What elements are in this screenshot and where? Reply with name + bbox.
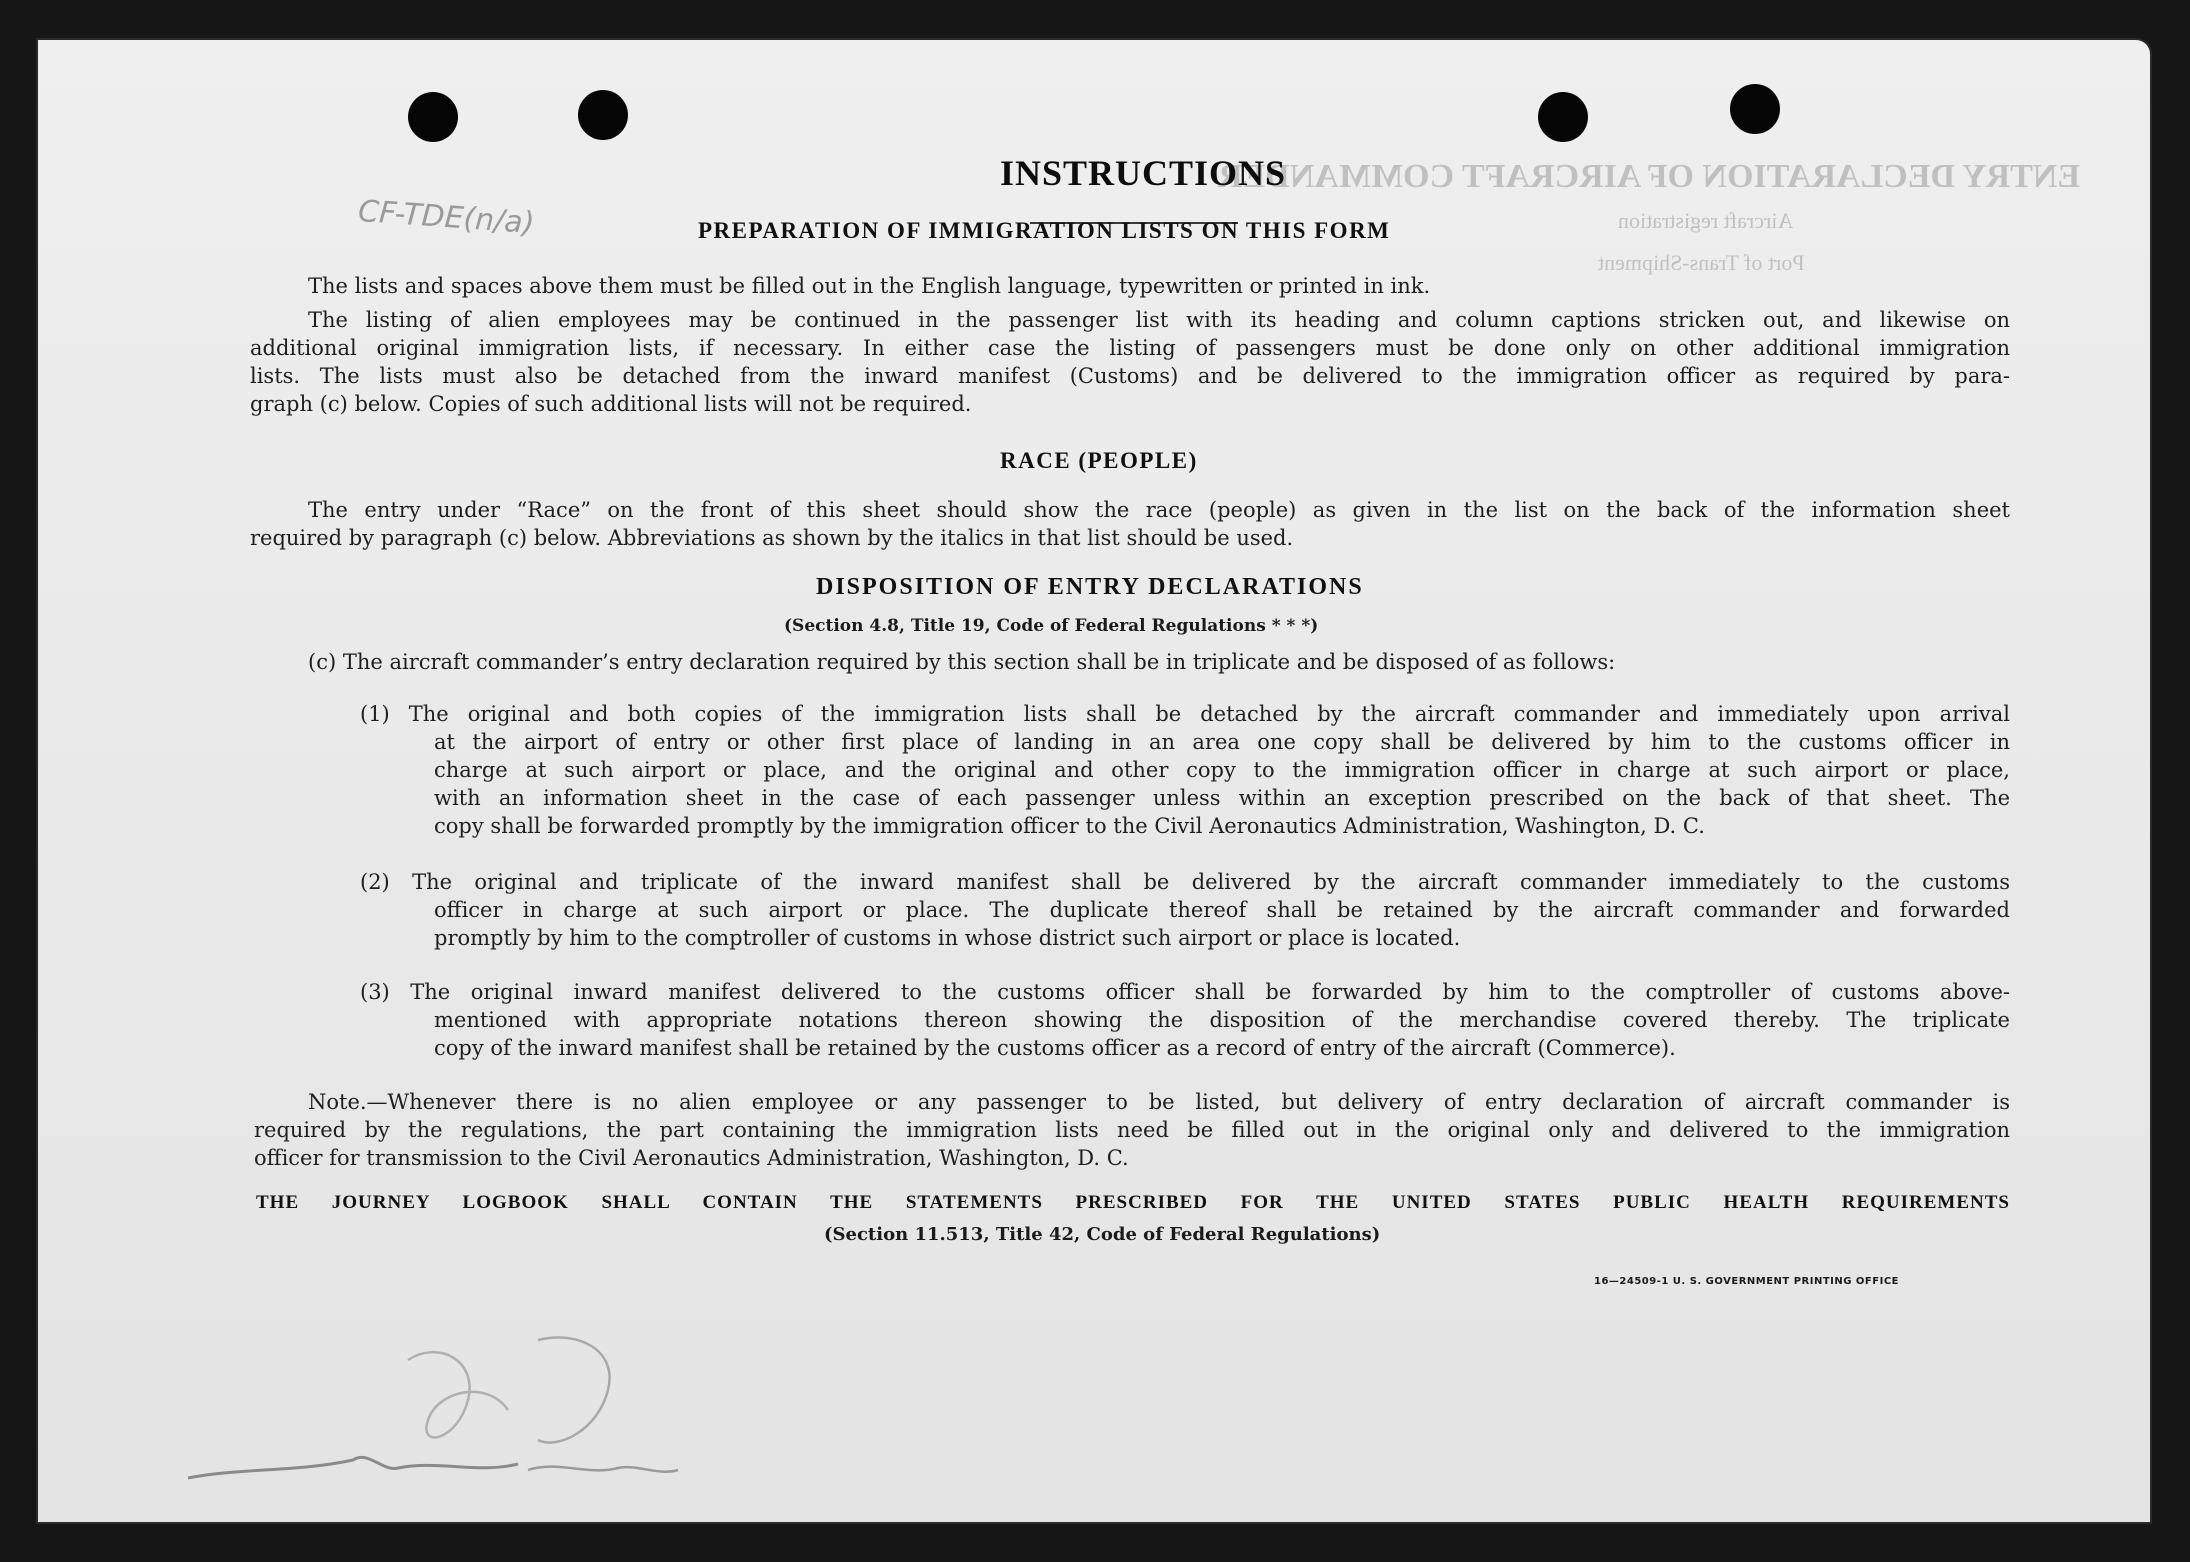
section-heading-race: RACE (PEOPLE): [1000, 448, 1198, 473]
signature-scribble: [178, 1300, 698, 1500]
pencil-annotation: CF-TDE(n/a): [356, 193, 536, 242]
section-heading-disposition: DISPOSITION OF ENTRY DECLARATIONS: [816, 574, 1364, 600]
list-item-line: (1) The original and both copies of the immigration lists shall be detached by the aircraft commander and immediately upon arrival: [360, 702, 2010, 726]
paragraph-line: The listing of alien employees may be continued in the passenger list with its heading and column captions stricken out, and likewise on: [308, 308, 2010, 332]
paragraph-line: The lists and spaces above them must be filled out in the English language, typewritten or printed in ink.: [308, 274, 1431, 298]
bleed-through-line: Aircraft registration: [1618, 208, 1794, 233]
bleed-through-line: Port of Trans-Shipment: [1598, 250, 1805, 275]
punch-hole: [1538, 92, 1588, 142]
list-item-line: (3) The original inward manifest delivered to the customs officer shall be forwarded by him to the comptroller of customs above-: [360, 980, 2010, 1004]
health-requirements-line: THE JOURNEY LOGBOOK SHALL CONTAIN THE STATEMENTS PRESCRIBED FOR THE UNITED STATES PUBLIC HEALTH REQUIREMENTS: [256, 1192, 2010, 1213]
note-line: Note.—Whenever there is no alien employee or any passenger to be listed, but delivery of entry declaration of aircraft commander is: [308, 1090, 2010, 1114]
note-line: required by the regulations, the part containing the immigration lists need be filled out in the original only and delivered to the immigration: [254, 1118, 2010, 1142]
list-item-line: (2) The original and triplicate of the inward manifest shall be delivered by the aircraft commander immediately to the customs: [360, 870, 2010, 894]
list-item-line: copy shall be forwarded promptly by the immigration officer to the Civil Aeronautics Administration, Washington, D. C.: [434, 814, 1705, 838]
list-item-line: at the airport of entry or other first place of landing in an area one copy shall be delivered by him to the customs officer in: [434, 730, 2010, 754]
paragraph-line: lists. The lists must also be detached from the inward manifest (Customs) and be delivered to the immigration officer as required by para-: [250, 364, 2010, 388]
list-item-line: copy of the inward manifest shall be retained by the customs officer as a record of entry of the aircraft (Commerce).: [434, 1036, 1676, 1060]
paragraph-line: graph (c) below. Copies of such additional lists will not be required.: [250, 392, 972, 416]
bleed-through-title: ENTRY DECLARATION OF AIRCRAFT COMMANDER: [1218, 158, 2081, 195]
paragraph-line: required by paragraph (c) below. Abbreviations as shown by the italics in that list should be used.: [250, 526, 1294, 550]
document-sheet: [38, 40, 2150, 1522]
paragraph-line: The entry under “Race” on the front of this sheet should show the race (people) as given in the list on the back of the information sheet: [308, 498, 2010, 522]
section-citation: (Section 4.8, Title 19, Code of Federal Regulations * * *): [784, 616, 1319, 636]
list-item-line: charge at such airport or place, and the original and other copy to the immigration officer in charge at such airport or place,: [434, 758, 2010, 782]
printer-mark: 16—24509-1 U. S. GOVERNMENT PRINTING OFFICE: [1594, 1276, 1899, 1287]
health-citation: (Section 11.513, Title 42, Code of Federal Regulations): [824, 1224, 1381, 1245]
list-item-line: mentioned with appropriate notations thereon showing the disposition of the merchandise covered thereby. The triplicate: [434, 1008, 2010, 1032]
page-title: INSTRUCTIONS: [1000, 153, 1287, 193]
note-line: officer for transmission to the Civil Aeronautics Administration, Washington, D. C.: [254, 1146, 1129, 1170]
punch-hole: [578, 90, 628, 140]
punch-hole: [1730, 84, 1780, 134]
punch-hole: [408, 92, 458, 142]
list-item-line: with an information sheet in the case of each passenger unless within an exception prescribed on the back of that sheet. The: [434, 786, 2010, 810]
list-item-line: promptly by him to the comptroller of customs in whose district such airport or place is located.: [434, 926, 1461, 950]
list-item-line: officer in charge at such airport or place. The duplicate thereof shall be retained by the aircraft commander and forwarded: [434, 898, 2010, 922]
paragraph-line: (c) The aircraft commander’s entry declaration required by this section shall be in triplicate and be disposed of as follows:: [308, 650, 1616, 674]
paragraph-line: additional original immigration lists, if necessary. In either case the listing of passengers must be done only on other additional immigration: [250, 336, 2010, 360]
section-heading-preparation: PREPARATION OF IMMIGRATION LISTS ON THIS FORM: [698, 218, 1391, 243]
